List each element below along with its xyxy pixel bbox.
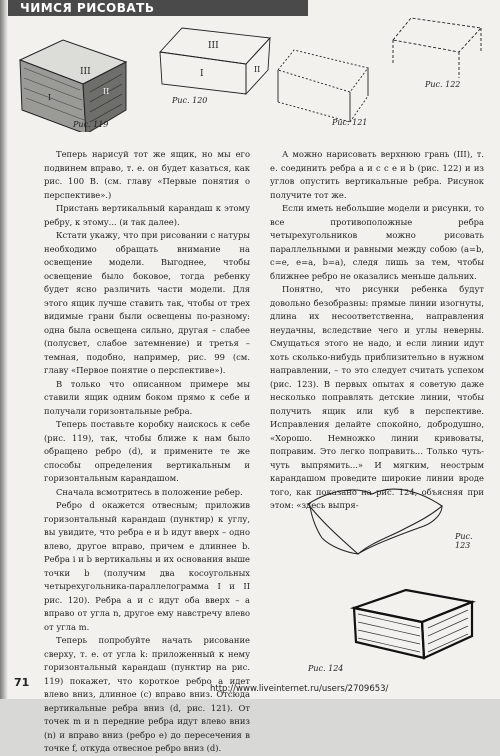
paragraph: Теперь нарисуй тот же ящик, но мы его подвинем вправо, т. е. он будет казаться, как рис. 100 В. (см. главу «Первые понятия о перспективе».) xyxy=(44,149,250,200)
running-header-title: ЧИМСЯ РИСОВАТЬ xyxy=(20,1,155,15)
figure-119 xyxy=(8,22,148,132)
figure-121-caption: Рис. 121 xyxy=(332,118,368,127)
running-header xyxy=(8,0,308,16)
paragraph: Ребро d окажется отвесным; приложив горизонтальный карандаш (пунктир) к углу, вы увидите, что ребра e и b идут вверх – одно влево, другое вправо, причем e длиннее b. Ребра i и b вертикальны и их основания выше точки b (получим два косоугольных четырехугольника-параллелограмма I и II рис. 120). Ребра a и c идут оба вверх – a вправо от угла n, другое ему навстречу влево от угла m. xyxy=(44,500,250,632)
figure-121 xyxy=(268,38,373,130)
figure-124-drawing xyxy=(340,578,490,676)
figure-124 xyxy=(308,578,490,676)
paragraph: Пристань вертикальный карандаш к этому ребру, к этому... (и так далее). xyxy=(44,203,250,227)
paragraph: Понятно, что рисунки ребенка будут довольно безобразны: прямые линии изогнуты, длина их несоответственна, направления неудачны, вследствие чего и углы неверны. Смущаться этого не надо, и если линии идут хоть сколько-нибудь приблизительно в нужном направлении, – то это следует считать успехом (рис. 123). В первых опытах я советую даже несколько поправлять детские линии, чтобы получить ящик или куб в перспективе. Исправления делайте спокойно, добродушно, «Хорошо. Немножко линии кривоваты, поправим. Это легко поправить... Только чуть-чуть выпрямить...» И мягким, неострым карандашом проведите широкие линии вроде того, как показано на рис. 124, объясняя при этом: «здесь выпря- xyxy=(270,284,484,510)
paragraph: В только что описанном примере мы ставили ящик одним боком прямо к себе и получали горизонтальные ребра. xyxy=(44,378,250,416)
watermark-url: http://www.liveinternet.ru/users/2709653/ xyxy=(210,684,389,694)
figure-123 xyxy=(300,476,490,566)
svg-text:III: III xyxy=(80,67,91,77)
paragraph: Кстати укажу, что при рисовании с натуры необходимо обращать внимание на освещение модели. Выгоднее, чтобы освещение было боковое, тогда ребенку будет ясно различить части модели. Для этого ящик лучше ставить так, чтобы от трех видимые грани были освещены по-разному: одна была освещена сильно, другая – слабее (полусвет, слабое затемнение) и третья – темная, подобно, например, рис. 99 (см. главу «Первое понятие о перспективе»). xyxy=(44,230,250,375)
paragraph: Теперь поставьте коробку наискось к себе (рис. 119), так, чтобы ближе к нам было обращено ребро (d), и примените те же способы определения вертикальным и горизонтальным карандашом. xyxy=(44,419,250,483)
figure-124-caption: Рис. 124 xyxy=(308,664,344,673)
figure-121-drawing xyxy=(268,38,373,130)
figure-120 xyxy=(150,18,275,108)
svg-text:II: II xyxy=(103,87,110,96)
figure-122 xyxy=(385,12,485,94)
figure-119-drawing xyxy=(8,22,148,132)
svg-text:III: III xyxy=(208,41,219,51)
figure-119-caption: Рис. 119 xyxy=(73,120,109,129)
paragraph: Теперь попробуйте начать рисование сверху, т. е. от угла k: приложенный к нему горизонтальный карандаш (пунктир на рис. 119) покажет, что короткое ребро a идет влево вниз, длинное (c) вправо вниз. Отсюда вертикальные ребра вниз (d, рис. 121). От точек m и n передние ребра идут влево вниз (n) и вправо вниз (ребро e) до пересечения в точке f, откуда отвесное ребро вниз (d). xyxy=(44,635,250,753)
left-text-column xyxy=(44,148,250,756)
svg-text:I: I xyxy=(48,93,52,102)
book-spine-shadow xyxy=(0,0,8,699)
page-number: 71 xyxy=(14,676,30,689)
right-text-column xyxy=(270,148,484,513)
figure-120-drawing xyxy=(150,18,275,108)
figure-122-caption: Рис. 122 xyxy=(425,80,461,89)
figure-120-caption: Рис. 120 xyxy=(172,96,208,105)
svg-text:II: II xyxy=(254,65,261,74)
paragraph: Сначала всмотритесь в положение ребер. xyxy=(56,486,243,497)
figure-123-drawing xyxy=(300,476,490,566)
figure-123-caption: Рис. 123 xyxy=(455,532,473,550)
paragraph: Если иметь небольшие модели и рисунки, то все противоположные ребра четырехугольников можно рисовать параллельными и равными между собою (a=b, c=e, e=a, b=a), следя лишь за тем, чтобы ближнее ребро не оказались меньше дальних. xyxy=(270,203,484,281)
svg-text:I: I xyxy=(200,69,204,79)
paragraph: А можно нарисовать верхнюю грань (III), т. е. соединить ребра a и c с e и b (рис. 122) и из углов опустить вертикальные ребра. Рисунок получите тот же. xyxy=(270,149,484,200)
